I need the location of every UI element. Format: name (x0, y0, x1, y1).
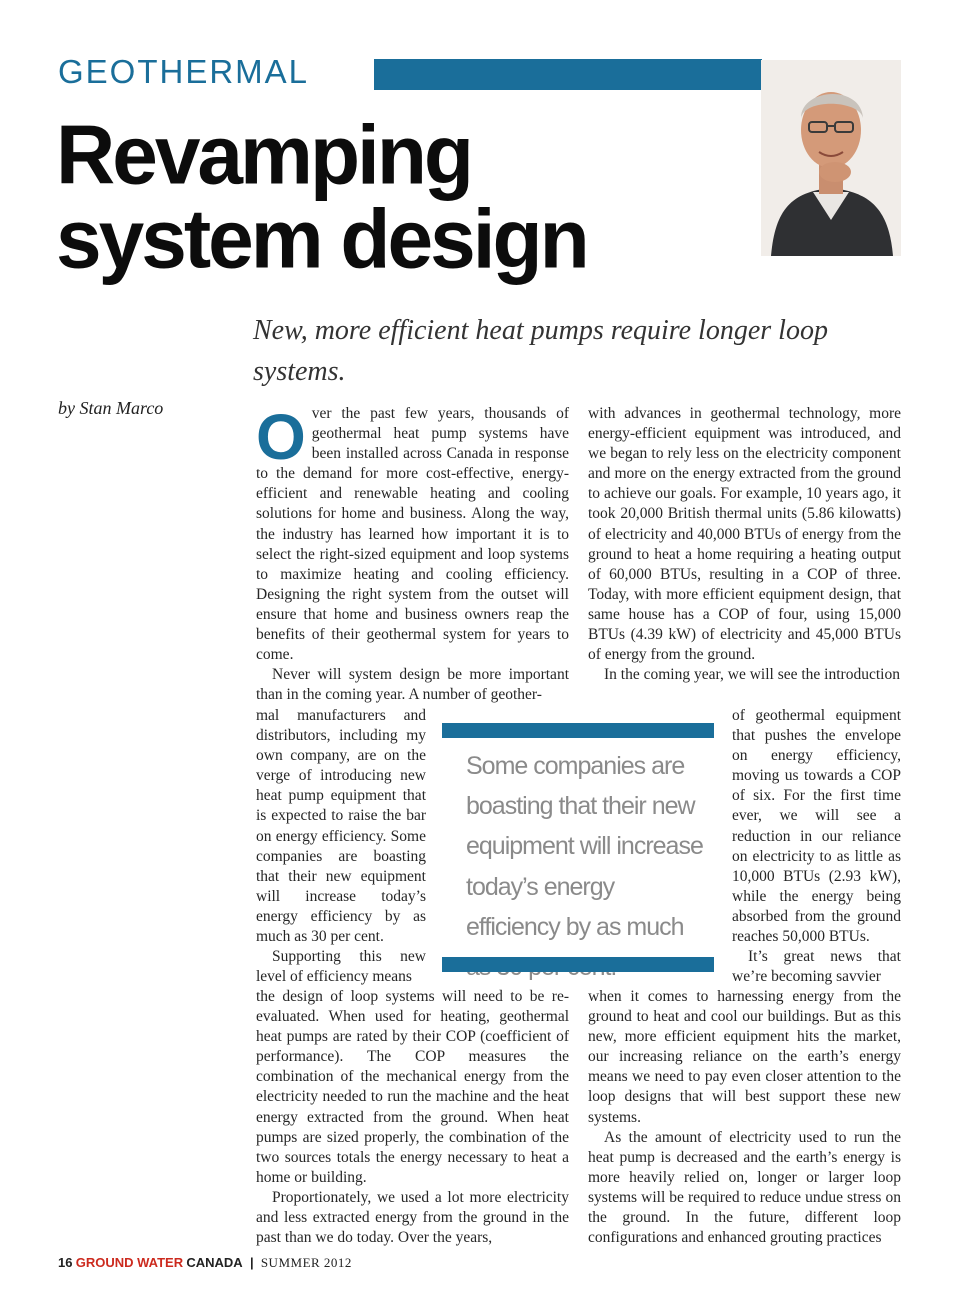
column-2-middle (732, 706, 901, 987)
paragraph: with advances in geothermal technology, more energy-efficient equipment was introduced, and we began to rely less on the electricity component and more on the energy extracted from the ground to achieve our goals. For example, 10 years ago, it took 20,000 British thermal units (5.86 kilowatts) of electricity and 40,000 BTUs of energy from the ground to heat a home requiring a heating output of 60,000 BTUs, resulting in a COP of three. Today, with more efficient equipment design, that same house has a COP of four, using 15,000 BTUs (4.39 kW) of electricity and 45,000 BTUs of energy from the ground. (588, 405, 901, 664)
section-label: GEOTHERMAL (58, 53, 310, 90)
column-1-top (256, 401, 569, 705)
paragraph: Never will system design be more important than in the coming year. A number of geother- (256, 666, 569, 704)
folio (58, 1255, 352, 1271)
paragraph: when it comes to harnessing energy from the ground to heat and cool our buildings. But as this new, more efficient equipment hits the market, our increasing reliance on the earth’s energy means we need to pay even closer attention to the loop designs that will best support these new systems. (588, 988, 901, 1126)
paragraph: the design of loop systems will need to be re-evaluated. When used for heating, geothermal heat pumps are rated by their COP (coefficient of performance). The COP measures the combination of the mechanical energy from the electricity needed to run the machine and the heat energy extracted from the ground. When heat pumps are sized properly, the combination of the two sources totals the energy necessary to heat a home or building. (256, 988, 569, 1186)
magazine-name-suffix: CANADA (186, 1255, 243, 1270)
paragraph: mal manufacturers and distributors, including my own company, are on the verge of introducing new heat pump equipment that is expected to raise the bar on energy efficiency. Some companies are boasting that their new equipment will increase today’s energy efficiency by as much as 30 per cent. (256, 707, 426, 946)
drop-cap: O (256, 401, 306, 473)
paragraph: In the coming year, we will see the introduction (604, 666, 900, 684)
paragraph: Proportionately, we used a lot more electricity and less extracted energy from the ground in the past than we do today. Over the years, (256, 1188, 569, 1247)
paragraph: As the amount of electricity used to run the heat pump is decreased and the earth’s energy is more heavily relied on, longer or larger loop systems will be required to reduce undue stress on the ground. In the future, different loop configurations and enhanced grouting practices (588, 1128, 901, 1247)
column-1-bottom (256, 987, 569, 1248)
column-2-top (588, 404, 901, 685)
page-number: 16 (58, 1255, 73, 1270)
author-photo (761, 60, 901, 256)
issue-date: SUMMER 2012 (260, 1255, 352, 1270)
magazine-name: GROUND WATER (75, 1255, 184, 1270)
headline (56, 109, 587, 286)
paragraph: Supporting this new level of efficiency means (256, 948, 426, 986)
deck: New, more efficient heat pumps require longer loop systems. (253, 315, 828, 387)
column-1-middle (256, 706, 426, 987)
byline: by Stan Marco (58, 398, 164, 418)
section-bar (374, 59, 762, 90)
paragraph (256, 401, 569, 665)
paragraph: of geothermal equipment that pushes the envelope on energy efficiency, moving us towards a COP of six. For the first time ever, we will see a reduction in our reliance on electricity to as little as 10,000 BTUs (2.93 kW), while the energy being absorbed from the ground reaches 50,000 BTUs. (732, 707, 901, 946)
paragraph: It’s great news that we’re becoming savvier (732, 948, 901, 986)
pullquote: Some companies are boasting that their new equipment will increase today’s energy efficiency by as much (466, 752, 703, 941)
headline-line-1: Revamping (56, 109, 471, 203)
author-portrait-image (761, 60, 901, 256)
folio-separator: | (249, 1255, 254, 1270)
pullquote-bar-bottom (442, 957, 714, 972)
headline-line-2: system design (56, 192, 587, 286)
pullquote-bar-top (442, 723, 714, 738)
column-2-bottom (588, 987, 901, 1248)
paragraph-text: ver the past few years, thousands of geothermal heat pump systems have been installed across Canada in response to the demand for more cost-effective, energy-efficient and renewable heating and cooling solutions for home and business. Along the way, the industry has learned how important it is to select the right-sized equipment and loop systems to maximize heating and cooling efficiency. Designing the right system from the outset will ensure that home and business owners reap the benefits of their geothermal system for years to come. (256, 405, 569, 664)
